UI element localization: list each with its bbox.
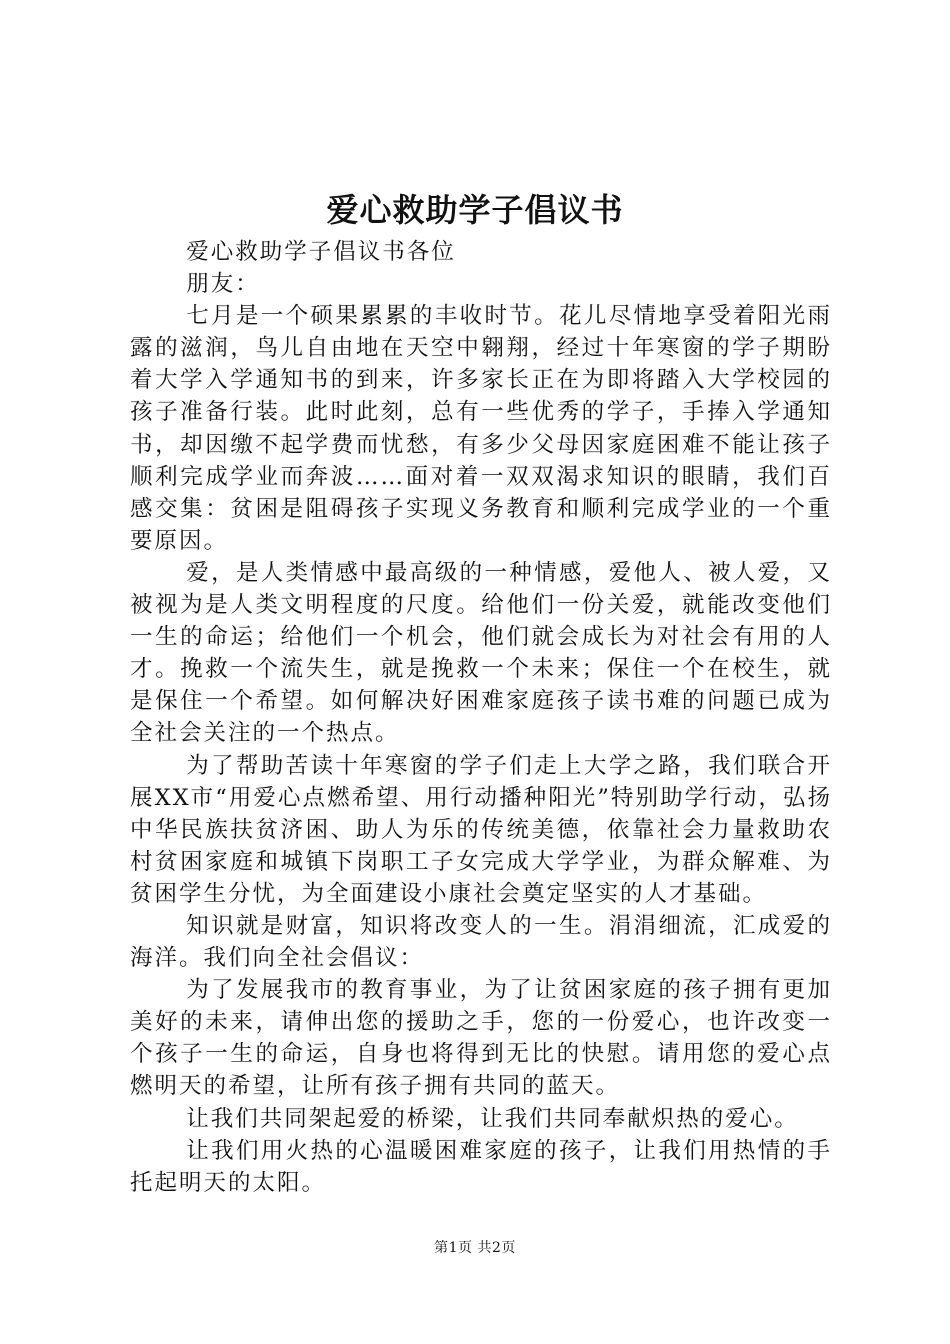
body-paragraph: 为了帮助苦读十年寒窗的学子们走上大学之路，我们联合开展XX市“用爱心点燃希望、用行动播种阳光”特别助学行动，弘扬中华民族扶贫济困、助人为乐的传统美德，依靠社会力量救助农村贫困家庭和城镇下岗职工子女完成大学学业，为群众解难、为贫困学生分忧，为全面建设小康社会奠定坚实的人才基础。 [130, 752, 832, 907]
body-paragraph: 七月是一个硕果累累的丰收时节。花儿尽情地享受着阳光雨露的滋润，鸟儿自由地在天空中翱翔，经过十年寒窗的学子期盼着大学入学通知书的到来，许多家长正在为即将踏入大学校园的孩子准备行装。此时此刻，总有一些优秀的学子，手捧入学通知书，却因缴不起学费而忧愁，有多少父母因家庭困难不能让孩子顺利完成学业而奔波……面对着一双双渴求知识的眼睛，我们百感交集：贫困是阻碍孩子实现义务教育和顺利完成学业的一个重要原因。 [130, 303, 832, 554]
body-paragraph: 为了发展我市的教育事业，为了让贫困家庭的孩子拥有更加美好的未来，请伸出您的援助之手，您的一份爱心，也许改变一个孩子一生的命运，自身也将得到无比的快慰。请用您的爱心点燃明天的希望，让所有孩子拥有共同的蓝天。 [130, 977, 832, 1100]
body-paragraph: 让我们共同架起爱的桥梁，让我们共同奉献炽热的爱心。 [186, 1105, 799, 1132]
body-paragraph: 爱，是人类情感中最高级的一种情感，爱他人、被人爱，又被视为是人类文明程度的尺度。给他们一份关爱，就能改变他们一生的命运；给他们一个机会，他们就会成长为对社会有用的人才。挽救一个流失生，就是挽救一个未来；保住一个在校生，就是保住一个希望。如何解决好困难家庭孩子读书难的问题已成为全社会关注的一个热点。 [130, 559, 832, 747]
document-body [130, 236, 832, 1199]
body-paragraph: 让我们用火热的心温暖困难家庭的孩子，让我们用热情的手托起明天的太阳。 [130, 1137, 832, 1196]
salutation-line: 朋友： [186, 271, 260, 298]
page-indicator: 第1页 共2页 [434, 1240, 516, 1256]
body-paragraph: 知识就是财富，知识将改变人的一生。涓涓细流，汇成爱的海洋。我们向全社会倡议： [130, 912, 832, 972]
document-title: 爱心救助学子倡议书 [326, 191, 624, 229]
salutation-line: 爱心救助学子倡议书各位 [186, 239, 456, 265]
